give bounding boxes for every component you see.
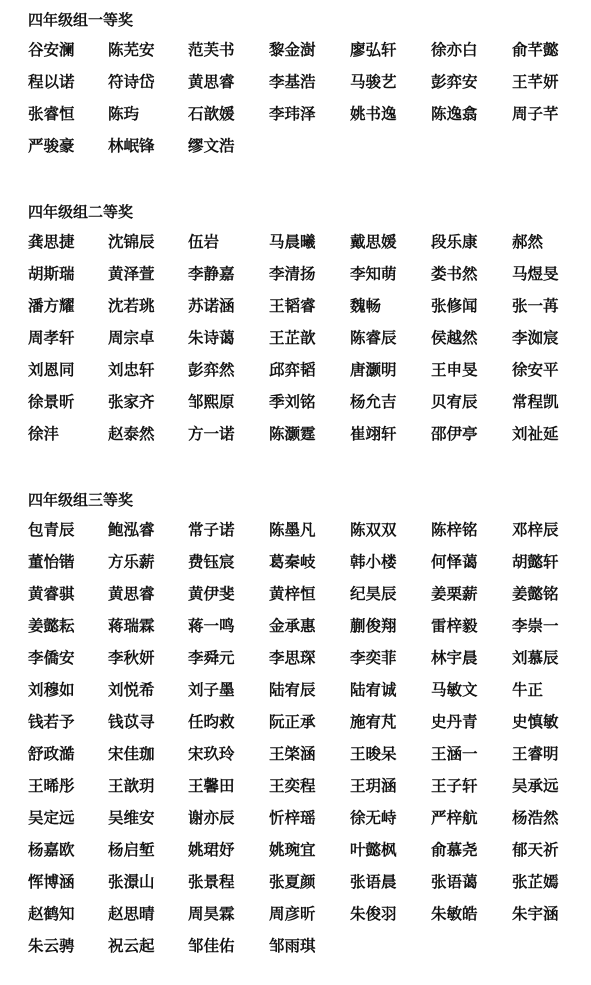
name-row [0,392,591,424]
name-grid [0,520,591,968]
winner-name: 陆宥辰 [269,680,316,699]
winner-name: 黎金澍 [269,40,316,59]
winner-name: 徐亦白 [431,40,478,59]
name-row [0,584,591,616]
winner-name: 李奕菲 [350,648,397,667]
winner-name: 石歆媛 [188,104,235,123]
winner-name: 徐景昕 [28,392,75,411]
winner-name: 范芙书 [188,40,235,59]
winner-name: 刘子墨 [188,680,235,699]
winner-name: 姜懿铭 [512,584,559,603]
winner-name: 周孝轩 [28,328,75,347]
winner-name: 王歆玥 [108,776,155,795]
name-row [0,808,591,840]
winner-name: 纪昊辰 [350,584,397,603]
winner-name: 谷安澜 [28,40,75,59]
winner-name: 张一苒 [512,296,559,315]
winner-name: 李基浩 [269,72,316,91]
name-row [0,712,591,744]
winner-name: 施宥芃 [350,712,397,731]
winner-name: 王韬睿 [269,296,316,315]
winner-name: 姚琬宜 [269,840,316,859]
winner-name: 杨嘉欧 [28,840,75,859]
winner-name: 张睿恒 [28,104,75,123]
winner-name: 宋佳珈 [108,744,155,763]
winner-name: 陈双双 [350,520,397,539]
winner-name: 黄泽萱 [108,264,155,283]
winner-name: 邓梓辰 [512,520,559,539]
winner-name: 郁天祈 [512,840,559,859]
name-grid [0,40,591,168]
section-title: 四年级组一等奖 [28,11,134,29]
winner-name: 段乐康 [431,232,478,251]
winner-name: 史丹青 [431,712,478,731]
winner-name: 韩小楼 [350,552,397,571]
winner-name: 彭弈然 [188,360,235,379]
winner-name: 周彦昕 [269,904,316,923]
winner-name: 严骏豪 [28,136,75,155]
winner-name: 黄伊斐 [188,584,235,603]
name-row [0,424,591,456]
winner-name: 王芷歆 [269,328,316,347]
winner-name: 黄思睿 [108,584,155,603]
name-row [0,360,591,392]
winner-name: 常程凯 [512,392,559,411]
winner-name: 张景程 [188,872,235,891]
winner-name: 任昀救 [188,712,235,731]
winner-name: 俞慕尧 [431,840,478,859]
winner-name: 王奕程 [269,776,316,795]
winner-name: 吴定远 [28,808,75,827]
winner-name: 季刘铭 [269,392,316,411]
winner-name: 朱诗蔼 [188,328,235,347]
winner-name: 王晙呆 [350,744,397,763]
winner-name: 陆宥诚 [350,680,397,699]
winner-name: 王棨涵 [269,744,316,763]
winner-name: 吴承远 [512,776,559,795]
winner-name: 黄思睿 [188,72,235,91]
winner-name: 邹佳佑 [188,936,235,955]
winner-name: 张语蔼 [431,872,478,891]
winner-name: 阮正承 [269,712,316,731]
winner-name: 李洳宸 [512,328,559,347]
section-title: 四年级组二等奖 [28,203,134,221]
winner-name: 刘慕辰 [512,648,559,667]
winner-name: 史慎敏 [512,712,559,731]
winner-name: 李崇一 [512,616,559,635]
winner-name: 李僑安 [28,648,75,667]
winner-name: 赵泰然 [108,424,155,443]
winner-name: 宋玖玲 [188,744,235,763]
winner-name: 吴维安 [108,808,155,827]
winner-name: 陈梓铭 [431,520,478,539]
name-row [0,648,591,680]
winner-name: 恽博涵 [28,872,75,891]
winner-name: 朱宇涵 [512,904,559,923]
name-row [0,296,591,328]
winner-name: 王晞彤 [28,776,75,795]
name-row [0,744,591,776]
winner-name: 李思琛 [269,648,316,667]
winner-name: 彭弈安 [431,72,478,91]
winner-name: 赵鹤知 [28,904,75,923]
winner-name: 缪文浩 [188,136,235,155]
winner-name: 朱俊羽 [350,904,397,923]
winner-name: 沈若珧 [108,296,155,315]
winner-name: 包青辰 [28,520,75,539]
winner-name: 朱云骋 [28,936,75,955]
winner-name: 忻梓瑶 [269,808,316,827]
winner-name: 魏畅 [350,296,382,315]
winner-name: 刘祉延 [512,424,559,443]
name-row [0,520,591,552]
winner-name: 徐安平 [512,360,559,379]
winner-name: 龚思捷 [28,232,75,251]
name-row [0,680,591,712]
name-row [0,136,591,168]
winner-name: 刘穆如 [28,680,75,699]
winner-name: 舒政澔 [28,744,75,763]
winner-name: 牛正 [512,680,544,699]
winner-name: 刘恩同 [28,360,75,379]
winner-name: 刘忠轩 [108,360,155,379]
winner-name: 方乐薪 [108,552,155,571]
winner-name: 雷梓毅 [431,616,478,635]
winner-name: 邱弈韬 [269,360,316,379]
winner-name: 何怿蔼 [431,552,478,571]
winner-name: 姚书逸 [350,104,397,123]
winner-name: 侯越然 [431,328,478,347]
winner-name: 刘悦希 [108,680,155,699]
winner-name: 常子诺 [188,520,235,539]
name-row [0,72,591,104]
winner-name: 祝云起 [108,936,155,955]
winner-name: 董怡锴 [28,552,75,571]
winner-name: 张家齐 [108,392,155,411]
winner-name: 俞芊懿 [512,40,559,59]
winner-name: 陈芜安 [108,40,155,59]
winner-name: 陈玙 [108,104,140,123]
winner-name: 胡斯瑞 [28,264,75,283]
name-row [0,232,591,264]
winner-name: 王子轩 [431,776,478,795]
winner-name: 伍岩 [188,232,220,251]
winner-name: 陈灏霆 [269,424,316,443]
winner-name: 邵伊亭 [431,424,478,443]
winner-name: 严梓航 [431,808,478,827]
winner-name: 张语晨 [350,872,397,891]
winner-name: 金承惠 [269,616,316,635]
winner-name: 李清扬 [269,264,316,283]
winner-name: 周昊霖 [188,904,235,923]
winner-name: 姚珺妤 [188,840,235,859]
name-row [0,872,591,904]
winner-name: 廖弘轩 [350,40,397,59]
winner-name: 唐灏明 [350,360,397,379]
winner-name: 黄梓恒 [269,584,316,603]
winner-name: 李玮泽 [269,104,316,123]
winner-name: 鲍泓睿 [108,520,155,539]
winner-name: 王涵一 [431,744,478,763]
winner-name: 邹熙原 [188,392,235,411]
winner-name: 林宇晨 [431,648,478,667]
winner-name: 费钰宸 [188,552,235,571]
winner-name: 邹雨琪 [269,936,316,955]
winner-name: 林岷锋 [108,136,155,155]
winner-name: 王申旻 [431,360,478,379]
winner-name: 徐沣 [28,424,60,443]
winner-name: 钱苡寻 [108,712,155,731]
name-row [0,104,591,136]
name-row [0,616,591,648]
winner-name: 崔翊轩 [350,424,397,443]
winner-name: 姜栗薪 [431,584,478,603]
winner-name: 贝宥辰 [431,392,478,411]
winner-name: 陈墨凡 [269,520,316,539]
name-row [0,840,591,872]
name-grid [0,232,591,456]
winner-name: 王玥涵 [350,776,397,795]
name-row [0,328,591,360]
winner-name: 马骏艺 [350,72,397,91]
name-row [0,264,591,296]
winner-name: 王睿明 [512,744,559,763]
name-row [0,776,591,808]
section-title: 四年级组三等奖 [28,491,134,509]
winner-name: 张修闻 [431,296,478,315]
winner-name: 周宗卓 [108,328,155,347]
winner-name: 李静嘉 [188,264,235,283]
name-row [0,40,591,72]
winner-name: 李舜元 [188,648,235,667]
winner-name: 蒋瑞霖 [108,616,155,635]
winner-name: 马敏文 [431,680,478,699]
winner-name: 李知萌 [350,264,397,283]
winner-name: 徐无峙 [350,808,397,827]
winner-name: 叶懿枫 [350,840,397,859]
name-row [0,904,591,936]
winner-name: 谢亦辰 [188,808,235,827]
winner-name: 马晨曦 [269,232,316,251]
winner-name: 符诗岱 [108,72,155,91]
name-row [0,936,591,968]
name-row [0,552,591,584]
winner-name: 陈睿辰 [350,328,397,347]
winner-name: 戴思媛 [350,232,397,251]
winner-name: 蒋一鸣 [188,616,235,635]
winner-name: 马煜旻 [512,264,559,283]
winner-name: 杨浩然 [512,808,559,827]
winner-name: 蒯俊翔 [350,616,397,635]
winner-name: 张澋山 [108,872,155,891]
winner-name: 杨启堑 [108,840,155,859]
winner-name: 姜懿耘 [28,616,75,635]
winner-name: 潘方耀 [28,296,75,315]
winner-name: 胡懿轩 [512,552,559,571]
winner-name: 苏诺涵 [188,296,235,315]
winner-name: 朱敏皓 [431,904,478,923]
winner-name: 葛秦岐 [269,552,316,571]
winner-name: 张芷嫣 [512,872,559,891]
winner-name: 李秋妍 [108,648,155,667]
winner-name: 方一诺 [188,424,235,443]
winner-name: 张夏颜 [269,872,316,891]
winner-name: 黄睿骐 [28,584,75,603]
winner-name: 沈锦辰 [108,232,155,251]
winner-name: 陈逸翕 [431,104,478,123]
winner-name: 杨允吉 [350,392,397,411]
winner-name: 娄书然 [431,264,478,283]
winner-name: 王芊妍 [512,72,559,91]
winner-name: 周子芊 [512,104,559,123]
winner-name: 程以诺 [28,72,75,91]
winner-name: 郝然 [512,232,544,251]
winner-name: 赵思晴 [108,904,155,923]
winner-name: 王馨田 [188,776,235,795]
winner-name: 钱若予 [28,712,75,731]
